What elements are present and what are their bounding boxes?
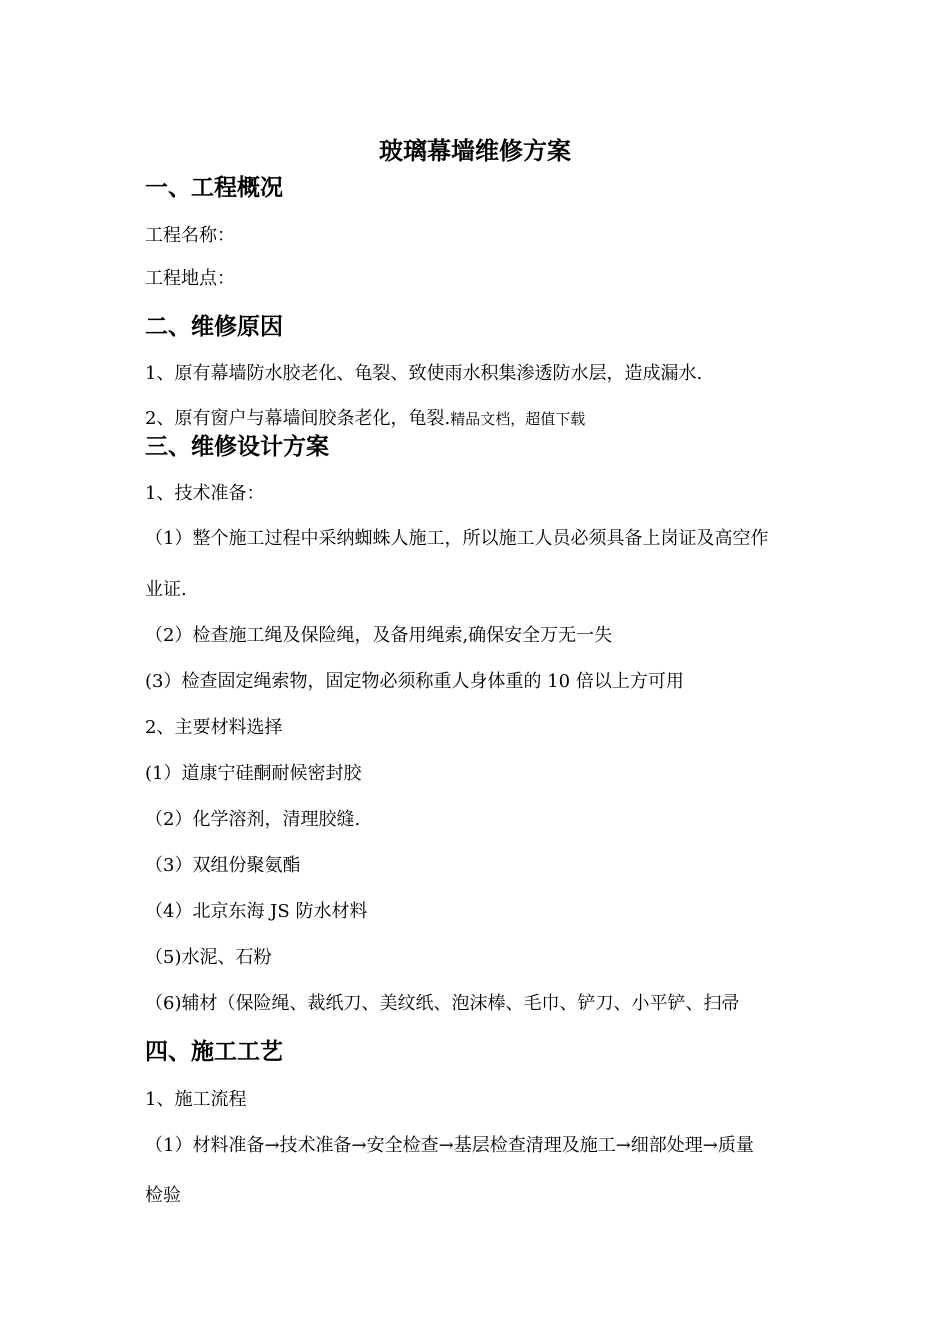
tech-prep-item-1-line-2: 业证. [145, 579, 187, 600]
material-item-5: （5)水泥、石粉 [145, 947, 272, 968]
material-item-6: （6)辅材（保险绳、裁纸刀、美纹纸、泡沫棒、毛巾、铲刀、小平铲、扫帚 [145, 993, 740, 1014]
tech-prep-item-2: （2）检查施工绳及保险绳，及备用绳索,确保安全万无一失 [145, 625, 613, 646]
reason-item-2 [145, 410, 585, 428]
process-flow-line-2: 检验 [145, 1185, 181, 1206]
material-item-3: （3）双组份聚氨酯 [145, 855, 301, 876]
project-location-label: 工程地点： [145, 268, 235, 289]
process-flow-heading: 1、施工流程 [145, 1089, 247, 1110]
section-heading-process: 四、施工工艺 [145, 1038, 283, 1065]
reason-item-1: 1、原有幕墙防水胶老化、龟裂、致使雨水积集渗透防水层，造成漏水. [145, 363, 703, 384]
tech-prep-heading: 1、技术准备： [145, 483, 265, 504]
section-heading-overview: 一、工程概况 [145, 174, 283, 201]
section-heading-design: 三、维修设计方案 [145, 433, 329, 460]
tech-prep-item-3: (3）检查固定绳索物，固定物必须称重人身体重的 10 倍以上方可用 [145, 671, 684, 692]
reason-item-2-text: 2、原有窗户与幕墙间胶条老化，龟裂. [145, 408, 451, 429]
section-heading-reasons: 二、维修原因 [145, 313, 283, 340]
material-item-4: （4）北京东海 JS 防水材料 [145, 901, 368, 922]
project-name-label: 工程名称： [145, 225, 235, 246]
watermark-note: 精品文档，超值下载 [450, 410, 586, 428]
material-item-1: (1）道康宁硅酮耐候密封胶 [145, 763, 362, 784]
tech-prep-item-1-line-1: （1）整个施工过程中采纳蜘蛛人施工，所以施工人员必须具备上岗证及高空作 [145, 528, 769, 549]
materials-heading: 2、主要材料选择 [145, 717, 283, 738]
process-flow-line-1: （1）材料准备→技术准备→安全检查→基层检查清理及施工→细部处理→质量 [145, 1135, 754, 1156]
material-item-2: （2）化学溶剂，清理胶缝. [145, 809, 361, 830]
document-title: 玻璃幕墙维修方案 [379, 136, 571, 165]
